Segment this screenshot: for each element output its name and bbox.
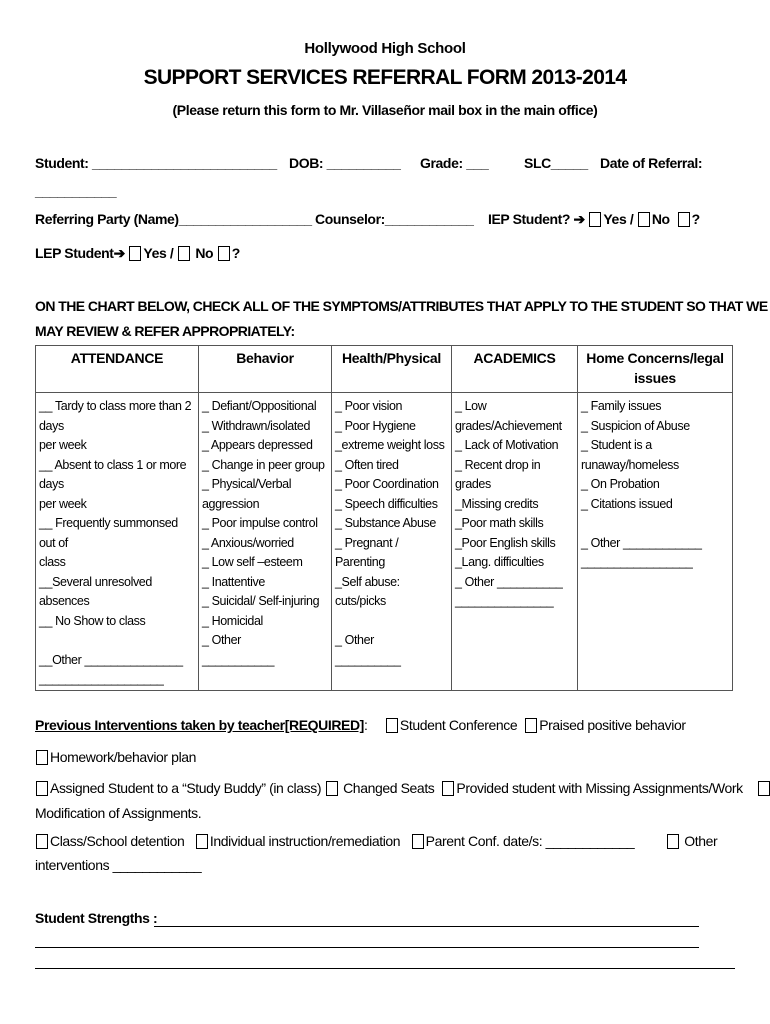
- health-item[interactable]: _extreme weight loss: [335, 438, 445, 452]
- iep-yes-checkbox[interactable]: [589, 212, 601, 227]
- health-item[interactable]: _ Poor Hygiene: [335, 418, 416, 433]
- attendance-item[interactable]: __ No Show to class: [39, 613, 146, 628]
- header-attendance: ATTENDANCE: [36, 346, 199, 393]
- individual-checkbox[interactable]: [196, 834, 208, 849]
- header-behavior: Behavior: [199, 346, 332, 393]
- referring-party-field[interactable]: [35, 211, 312, 227]
- academics-item[interactable]: _Poor math skills: [455, 516, 544, 530]
- home-item[interactable]: _ Student is a: [581, 438, 652, 452]
- homework-checkbox[interactable]: [36, 750, 48, 765]
- table-header-row: [36, 346, 733, 393]
- lep-no-label: No: [195, 245, 214, 261]
- strengths-line-3[interactable]: [35, 968, 735, 969]
- iep-no-checkbox[interactable]: [638, 212, 650, 227]
- attendance-item[interactable]: ___________________: [39, 672, 164, 686]
- attendance-item: per week: [39, 496, 87, 511]
- home-item[interactable]: _ On Probation: [581, 477, 660, 491]
- referring-party-tail: __: [296, 211, 312, 227]
- home-item: runaway/homeless: [581, 457, 679, 472]
- date-of-referral-label: Date of Referral:: [600, 155, 703, 171]
- iep-label: IEP Student? ➔: [488, 211, 585, 227]
- other-intervention-label: Other: [684, 833, 718, 849]
- home-item[interactable]: _ Suspicion of Abuse: [581, 418, 690, 433]
- attendance-item[interactable]: __Several unresolved: [39, 574, 152, 589]
- academics-cell: [452, 393, 578, 691]
- attendance-item: per week: [39, 438, 87, 452]
- attendance-cell: [36, 393, 199, 691]
- behavior-item[interactable]: _ Physical/Verbal: [202, 477, 292, 491]
- student-field[interactable]: Student: _________________________: [35, 155, 277, 171]
- strengths-line-2[interactable]: [35, 947, 699, 948]
- academics-item[interactable]: _Poor English skills: [455, 535, 556, 550]
- behavior-item[interactable]: _ Inattentive: [202, 574, 265, 589]
- attendance-item: out of: [39, 535, 68, 550]
- counselor-field[interactable]: Counselor:____________: [315, 211, 474, 227]
- detention-label: Class/School detention: [50, 833, 185, 849]
- behavior-item[interactable]: _ Low self –esteem: [202, 555, 303, 569]
- school-name: Hollywood High School: [304, 40, 466, 57]
- health-item[interactable]: _ Speech difficulties: [335, 496, 438, 511]
- modification-label: Modification of Assignments.: [35, 805, 202, 821]
- health-item[interactable]: __________: [335, 652, 401, 667]
- chart-instruction-line1: ON THE CHART BELOW, CHECK ALL OF THE SYMPTOMS/ATTRIBUTES THAT APPLY TO THE STUDENT SO THAT WE: [35, 298, 768, 314]
- health-item[interactable]: _ Often tired: [335, 457, 399, 472]
- health-item: cuts/picks: [335, 594, 386, 608]
- home-item[interactable]: _ Citations issued: [581, 496, 673, 511]
- health-item[interactable]: _ Pregnant /: [335, 535, 399, 550]
- lep-question: [35, 245, 240, 262]
- changed-seats-label: Changed Seats: [343, 780, 435, 796]
- academics-item[interactable]: _Missing credits: [455, 496, 539, 511]
- attendance-item[interactable]: __ Tardy to class more than 2: [39, 399, 192, 413]
- date-of-referral-field[interactable]: ___________: [35, 183, 117, 199]
- health-item: [335, 612, 448, 632]
- health-item[interactable]: _ Poor vision: [335, 399, 403, 413]
- behavior-item[interactable]: _ Withdrawn/isolated: [202, 418, 311, 433]
- behavior-item[interactable]: ___________: [202, 652, 275, 667]
- behavior-item[interactable]: _ Appears depressed: [202, 438, 313, 452]
- parent-conf-checkbox[interactable]: [412, 834, 424, 849]
- behavior-item[interactable]: _ Anxious/worried: [202, 535, 294, 550]
- praised-checkbox[interactable]: [525, 718, 537, 733]
- study-buddy-checkbox[interactable]: [36, 781, 48, 796]
- attendance-item[interactable]: __Other _______________: [39, 652, 183, 667]
- iep-unknown-label: ?: [691, 211, 700, 227]
- study-buddy-label: Assigned Student to a “Study Buddy” (in class): [50, 780, 322, 796]
- academics-item[interactable]: _ Recent drop in: [455, 457, 541, 472]
- academics-item[interactable]: _______________: [455, 594, 554, 608]
- behavior-item[interactable]: _ Homicidal: [202, 613, 263, 628]
- iep-unknown-checkbox[interactable]: [678, 212, 690, 227]
- health-item[interactable]: _ Poor Coordination: [335, 477, 439, 491]
- homework-label: Homework/behavior plan: [50, 749, 197, 765]
- health-item[interactable]: _ Other: [335, 633, 374, 647]
- lep-yes-label: Yes /: [143, 245, 174, 261]
- academics-item[interactable]: _ Lack of Motivation: [455, 438, 559, 452]
- interventions-row2: [35, 749, 196, 765]
- iep-no-label: No: [651, 211, 670, 227]
- behavior-item[interactable]: _ Change in peer group: [202, 457, 325, 472]
- modification-checkbox[interactable]: [758, 781, 770, 796]
- form-instruction: (Please return this form to Mr. Villaseñor mail box in the main office): [172, 102, 598, 118]
- lep-no-checkbox[interactable]: [178, 246, 190, 261]
- academics-item[interactable]: _ Low: [455, 399, 487, 413]
- header-health: Health/Physical: [332, 346, 452, 393]
- attendance-item: days: [39, 418, 64, 433]
- home-item[interactable]: _ Family issues: [581, 399, 662, 413]
- form-title: SUPPORT SERVICES REFERRAL FORM 2013-2014: [143, 66, 627, 89]
- iep-question: [488, 211, 700, 228]
- student-conference-checkbox[interactable]: [386, 718, 398, 733]
- praised-label: Praised positive behavior: [539, 717, 686, 733]
- header-home-concerns: Home Concerns/legal issues: [578, 346, 733, 393]
- other-interventions-field[interactable]: interventions ____________: [35, 857, 202, 873]
- grade-field[interactable]: Grade: ___: [420, 155, 489, 171]
- academics-item: grades/Achievement: [455, 418, 562, 433]
- detention-checkbox[interactable]: [36, 834, 48, 849]
- behavior-item[interactable]: _ Suicidal/ Self-injuring: [202, 594, 320, 608]
- health-item: Parenting: [335, 555, 385, 569]
- home-cell: [578, 393, 733, 691]
- health-cell: [332, 393, 452, 691]
- attendance-item[interactable]: __ Absent to class 1 or more: [39, 457, 187, 472]
- table-body-row: [36, 393, 733, 691]
- interventions-colon: :: [363, 717, 368, 733]
- home-item[interactable]: _ Other ____________: [581, 535, 702, 550]
- symptom-table: [35, 345, 733, 691]
- iep-yes-label: Yes /: [603, 211, 634, 227]
- lep-unknown-checkbox[interactable]: [218, 246, 230, 261]
- academics-item: grades: [455, 477, 491, 491]
- interventions-row4: [35, 833, 717, 849]
- attendance-item: absences: [39, 594, 90, 608]
- referring-party-label: Referring Party (Name)________________: [35, 211, 297, 227]
- attendance-item[interactable]: __ Frequently summonsed: [39, 516, 178, 530]
- academics-item[interactable]: _Lang. difficulties: [455, 555, 544, 569]
- lep-unknown-label: ?: [231, 245, 240, 261]
- lep-label: LEP Student➔: [35, 245, 125, 261]
- behavior-item: aggression: [202, 496, 260, 511]
- attendance-item: days: [39, 477, 64, 491]
- behavior-item[interactable]: _ Other: [202, 633, 241, 647]
- changed-seats-checkbox[interactable]: [326, 781, 338, 796]
- slc-field[interactable]: SLC_____: [524, 155, 588, 171]
- student-strengths-label: Student Strengths :: [35, 910, 158, 926]
- home-item: [581, 514, 729, 534]
- home-item[interactable]: _________________: [581, 555, 693, 569]
- behavior-item[interactable]: _ Poor impulse control: [202, 516, 318, 530]
- missing-assignments-label: Provided student with Missing Assignments/Work: [456, 780, 743, 796]
- other-intervention-checkbox[interactable]: [667, 834, 679, 849]
- interventions-row3: [35, 780, 770, 796]
- attendance-item: class: [39, 555, 66, 569]
- header-academics: ACADEMICS: [452, 346, 578, 393]
- health-item[interactable]: _Self abuse:: [335, 574, 400, 589]
- academics-item[interactable]: _ Other __________: [455, 574, 563, 589]
- chart-instruction-line2: MAY REVIEW & REFER APPROPRIATELY:: [35, 323, 295, 339]
- strengths-line-1[interactable]: [154, 926, 699, 927]
- attendance-item: [39, 631, 195, 651]
- interventions-row1: [35, 717, 686, 733]
- individual-label: Individual instruction/remediation: [209, 833, 401, 849]
- dob-field[interactable]: DOB: __________: [289, 155, 401, 171]
- interventions-label: Previous Interventions taken by teacher[REQUIRED]: [35, 717, 364, 733]
- lep-yes-checkbox[interactable]: [129, 246, 141, 261]
- missing-assignments-checkbox[interactable]: [442, 781, 454, 796]
- parent-conf-label: Parent Conf. date/s: ____________: [425, 833, 635, 849]
- health-item[interactable]: _ Substance Abuse: [335, 516, 436, 530]
- behavior-item[interactable]: _ Defiant/Oppositional: [202, 399, 317, 413]
- behavior-cell: [199, 393, 332, 691]
- student-conference-label: Student Conference: [399, 717, 518, 733]
